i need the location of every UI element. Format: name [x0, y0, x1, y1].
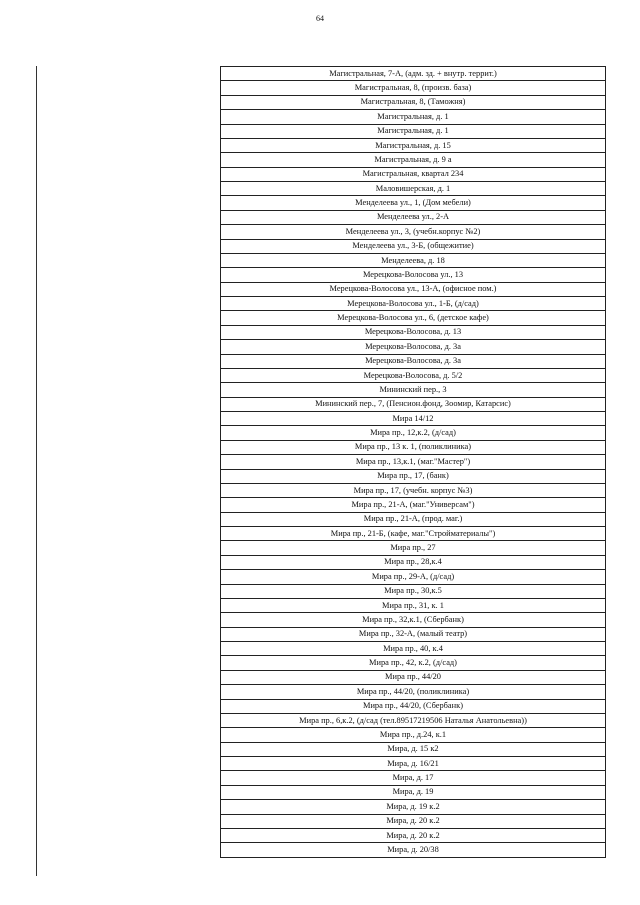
- address-cell: Мира, д. 17: [221, 771, 606, 785]
- address-cell: Мира пр., 21-А, (прод. маг.): [221, 512, 606, 526]
- table-row: [221, 268, 606, 282]
- table-row: [221, 67, 606, 81]
- table-row: [221, 138, 606, 152]
- table-row: [221, 354, 606, 368]
- table-row: [221, 196, 606, 210]
- address-cell: Мерецкова-Волосова, д. 13: [221, 325, 606, 339]
- table-row: [221, 153, 606, 167]
- table-row: [221, 627, 606, 641]
- address-cell: Мира пр., 13 к. 1, (поликлиника): [221, 440, 606, 454]
- address-cell: Магистральная, д. 9 а: [221, 153, 606, 167]
- address-cell: Мира, д. 20 к.2: [221, 814, 606, 828]
- table-row: [221, 225, 606, 239]
- table-row: [221, 440, 606, 454]
- address-cell: Мира, д. 15 к2: [221, 742, 606, 756]
- table-row: [221, 757, 606, 771]
- address-cell: Мира пр., 17, (учебн. корпус №3): [221, 483, 606, 497]
- table-row: [221, 699, 606, 713]
- address-cell: Магистральная, д. 1: [221, 110, 606, 124]
- address-cell: Мира пр., 30,к.5: [221, 584, 606, 598]
- address-cell: Мерецкова-Волосова, д. 3а: [221, 354, 606, 368]
- table-row: [221, 828, 606, 842]
- address-cell: Мира пр., 12,к.2, (д/сад): [221, 426, 606, 440]
- address-cell: Магистральная, д. 15: [221, 138, 606, 152]
- table-row: [221, 512, 606, 526]
- table-row: [221, 685, 606, 699]
- table-row: [221, 728, 606, 742]
- address-cell: Мира 14/12: [221, 412, 606, 426]
- address-cell: Мира пр., 44/20, (поликлиника): [221, 685, 606, 699]
- table-row: [221, 814, 606, 828]
- address-cell: Магистральная, квартал 234: [221, 167, 606, 181]
- table-row: [221, 670, 606, 684]
- table-row: [221, 555, 606, 569]
- table-row: [221, 95, 606, 109]
- address-cell: Мира пр., 44/20: [221, 670, 606, 684]
- table-row: [221, 340, 606, 354]
- address-cell: Мира, д. 20 к.2: [221, 828, 606, 842]
- table-row: [221, 541, 606, 555]
- table-row: [221, 483, 606, 497]
- address-cell: Мира пр., 17, (банк): [221, 469, 606, 483]
- table-row: [221, 742, 606, 756]
- address-cell: Мира пр., 32,к.1, (Сбербанк): [221, 613, 606, 627]
- address-cell: Мира пр., 28,к.4: [221, 555, 606, 569]
- table-row: [221, 239, 606, 253]
- address-cell: Мира пр., 29-А, (д/сад): [221, 570, 606, 584]
- page-number: 64: [316, 14, 324, 23]
- table-row: [221, 297, 606, 311]
- table-row: [221, 642, 606, 656]
- address-cell: Мерецкова-Волосова ул., 6, (детское кафе): [221, 311, 606, 325]
- table-row: [221, 843, 606, 857]
- address-cell: Мерецкова-Волосова ул., 13: [221, 268, 606, 282]
- address-cell: Мира пр., 27: [221, 541, 606, 555]
- table-row: [221, 455, 606, 469]
- address-cell: Мира пр., 42, к.2, (д/сад): [221, 656, 606, 670]
- address-cell: Мира пр., 31, к. 1: [221, 598, 606, 612]
- address-table: [220, 66, 606, 858]
- address-cell: Мира пр., 13,к.1, (маг."Мастер"): [221, 455, 606, 469]
- table-row: [221, 800, 606, 814]
- table-row: [221, 584, 606, 598]
- address-cell: Мира пр., д.24, к.1: [221, 728, 606, 742]
- address-cell: Мининский пер., 3: [221, 383, 606, 397]
- table-row: [221, 383, 606, 397]
- address-cell: Мира пр., 21-А, (маг."Универсам"): [221, 498, 606, 512]
- address-cell: Мерецкова-Волосова, д. 5/2: [221, 368, 606, 382]
- left-margin-rule: [36, 66, 37, 876]
- address-cell: Мира, д. 20/38: [221, 843, 606, 857]
- table-row: [221, 81, 606, 95]
- address-cell: Магистральная, 8, (Таможня): [221, 95, 606, 109]
- address-cell: Магистральная, 8, (произв. база): [221, 81, 606, 95]
- address-cell: Мининский пер., 7, (Пенсион.фонд, Зоомир, Катарсис): [221, 397, 606, 411]
- table-row: [221, 613, 606, 627]
- table-row: [221, 713, 606, 727]
- address-cell: Менделеева ул., 3-Б, (общежитие): [221, 239, 606, 253]
- table-row: [221, 253, 606, 267]
- table-row: [221, 412, 606, 426]
- table-row: [221, 527, 606, 541]
- table-row: [221, 110, 606, 124]
- address-cell: Менделеева, д. 18: [221, 253, 606, 267]
- table-row: [221, 210, 606, 224]
- table-row: [221, 656, 606, 670]
- table-row: [221, 469, 606, 483]
- address-cell: Мира, д. 19 к.2: [221, 800, 606, 814]
- table-row: [221, 167, 606, 181]
- table-row: [221, 124, 606, 138]
- table-row: [221, 426, 606, 440]
- address-cell: Мира, д. 16/21: [221, 757, 606, 771]
- table-row: [221, 311, 606, 325]
- address-cell: Мира, д. 19: [221, 785, 606, 799]
- address-cell: Мира пр., 6,к.2, (д/сад (тел.89517219506 Наталья Анатольевна)): [221, 713, 606, 727]
- table-row: [221, 325, 606, 339]
- address-table-body: [221, 67, 606, 858]
- table-row: [221, 368, 606, 382]
- table-row: [221, 771, 606, 785]
- table-row: [221, 598, 606, 612]
- table-row: [221, 282, 606, 296]
- address-cell: Мерецкова-Волосова, д. 3а: [221, 340, 606, 354]
- address-cell: Маловишерская, д. 1: [221, 182, 606, 196]
- address-cell: Мерецкова-Волосова ул., 1-Б, (д/сад): [221, 297, 606, 311]
- table-row: [221, 182, 606, 196]
- address-cell: Магистральная, 7-А, (адм. зд. + внутр. террит.): [221, 67, 606, 81]
- address-cell: Мира пр., 21-Б, (кафе, маг."Стройматериалы"): [221, 527, 606, 541]
- address-cell: Менделеева ул., 2-А: [221, 210, 606, 224]
- address-cell: Магистральная, д. 1: [221, 124, 606, 138]
- address-cell: Менделеева ул., 3, (учебн.корпус №2): [221, 225, 606, 239]
- address-cell: Мерецкова-Волосова ул., 13-А, (офисное пом.): [221, 282, 606, 296]
- table-row: [221, 397, 606, 411]
- table-row: [221, 498, 606, 512]
- address-cell: Мира пр., 32-А, (малый театр): [221, 627, 606, 641]
- table-row: [221, 785, 606, 799]
- address-cell: Мира пр., 44/20, (Сбербанк): [221, 699, 606, 713]
- address-cell: Мира пр., 40, к.4: [221, 642, 606, 656]
- address-cell: Менделеева ул., 1, (Дом мебели): [221, 196, 606, 210]
- table-row: [221, 570, 606, 584]
